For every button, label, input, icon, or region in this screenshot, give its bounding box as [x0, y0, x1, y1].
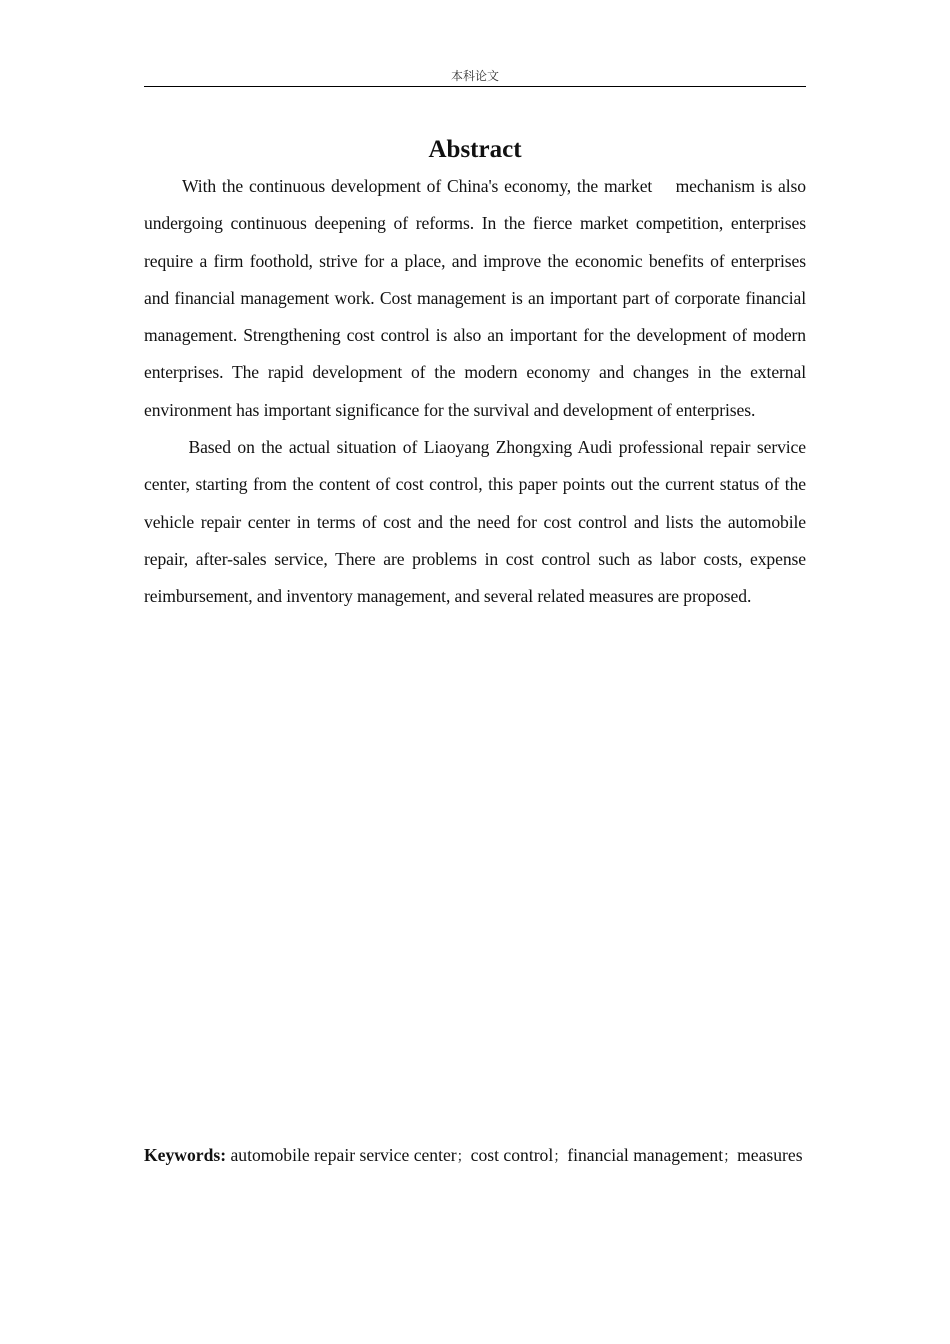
keyword-separator: ；	[723, 1149, 738, 1165]
keywords-line	[144, 1143, 806, 1170]
abstract-body	[144, 168, 811, 616]
keyword-item: cost control	[470, 1145, 554, 1165]
abstract-paragraph-1: With the continuous development of China's economy, the market mechanism is also undergoing continuous deepening of reforms. In the fierce market competition, enterprises require a firm foothold, strive for a place, and improve the economic benefits of enterprises and financial management work. Cost management is an important part of corporate financial management. Strengthening cost control is also an important for the development of modern enterprises. The rapid development of the modern economy and changes in the external environment has important significance for the survival and development of enterprises.	[144, 176, 811, 420]
keyword-item: measures	[737, 1145, 803, 1165]
running-title: 本科论文	[450, 69, 499, 83]
abstract-title: Abstract	[428, 136, 522, 163]
page-header	[144, 66, 806, 87]
keyword-item: financial management	[567, 1145, 724, 1165]
abstract-paragraph-2: Based on the actual situation of Liaoyang Zhongxing Audi professional repair service center, starting from the content of cost control, this paper points out the current status of the vehicle repair center in terms of cost and the need for cost control and lists the automobile repair, after-sales service, There are problems in cost control such as labor costs, expense reimbursement, and inventory management, and several related measures are proposed.	[144, 437, 811, 607]
keywords-label: Keywords:	[144, 1145, 227, 1165]
keyword-item: automobile repair service center	[230, 1145, 457, 1165]
keyword-separator: ；	[456, 1149, 471, 1165]
keyword-separator: ；	[553, 1149, 568, 1165]
